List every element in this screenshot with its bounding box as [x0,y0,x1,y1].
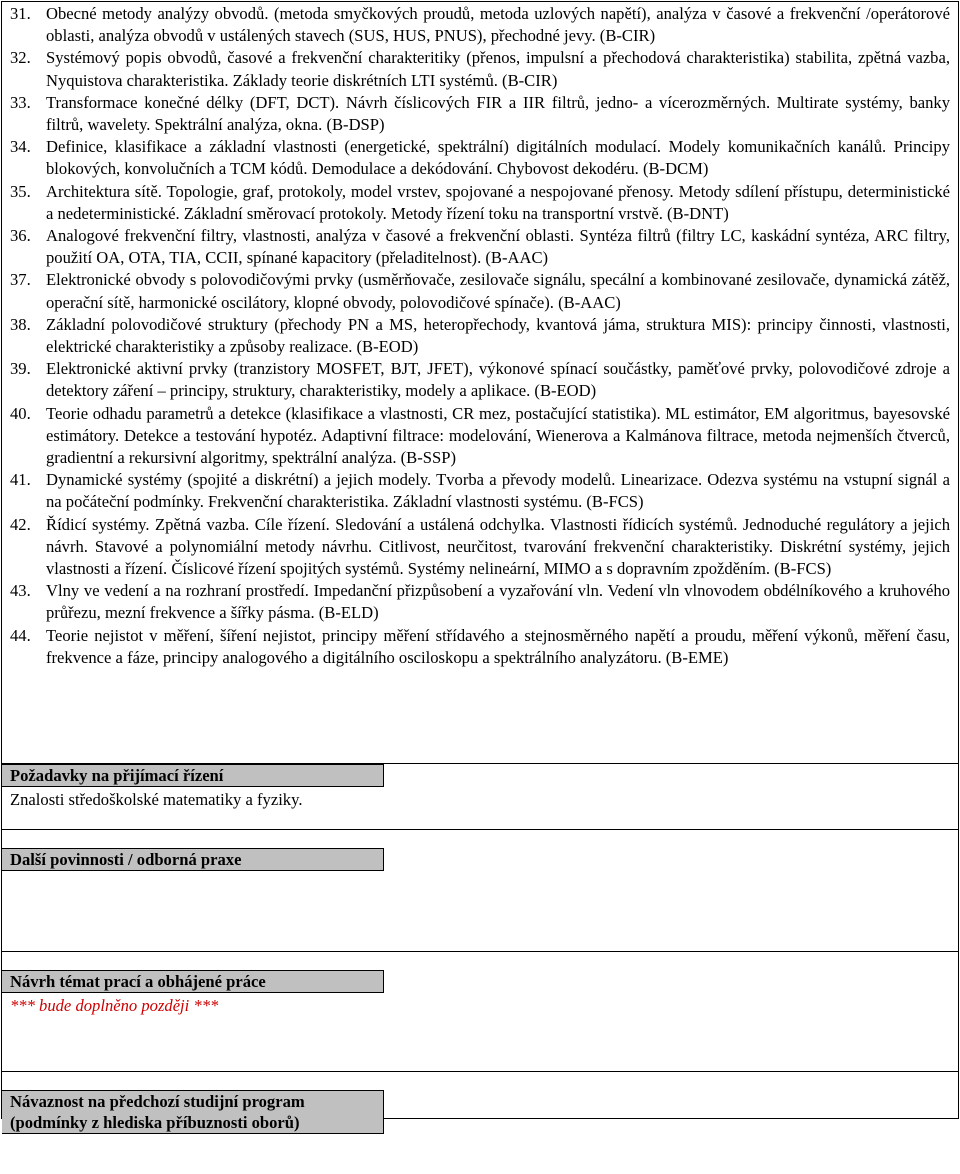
continuity-heading [2,1090,384,1134]
topic-number: 44. [10,625,31,645]
topic-text: Definice, klasifikace a základní vlastnosti (energetické, spektrální) digitálních modulací. Modely komunikačních kanálů. Principy blokových, konvolučních a TCM kódů. Demodulace a dekódování. Chybovost dekodéru. (B-DCM) [46,137,950,179]
topic-item [10,3,950,47]
topic-number: 37. [10,270,31,290]
requirements-heading: Požadavky na přijímací řízení [2,764,384,787]
topic-list [2,2,958,764]
obligations-heading: Další povinnosti / odborná praxe [2,848,384,871]
topic-number: 34. [10,137,31,157]
topic-text: Vlny ve vedení a na rozhraní prostředí. Impedanční přizpůsobení a vyzařování vln. Vedení vln vlnovodem obdélníkového a kruhového průřezu, mezní frekvence a šířky pásma. (B-ELD) [46,581,950,623]
document-page [1,1,959,1132]
topic-text: Teorie odhadu parametrů a detekce (klasifikace a vlastnosti, CR mez, postačující statistika). ML estimátor, EM algoritmus, bayesovské estimátory. Detekce a testování hypotéz. Adaptivní filtrace: modelování, Wienerova a Kalmánova filtrace, metoda nejmenších čtverců, gradientní a rekursivní algoritmy, spektrální analýza. (B-SSP) [46,403,950,468]
obligations-section [2,848,958,952]
thesis-heading: Návrh témat prací a obhájené práce [2,970,384,993]
topic-number: 31. [10,4,31,23]
topic-item [10,47,950,91]
continuity-heading-line1: Návaznost na předchozí studijní program [10,1092,305,1111]
topic-text: Systémový popis obvodů, časové a frekvenční charakteritiky (přenos, impulsní a přechodová charakteristika) stabilita, zpětná vazba, Nyquistova charakteristika. Základy teorie diskrétních LTI systémů. (B-CIR) [46,48,950,90]
topic-number: 36. [10,226,31,246]
topic-number: 32. [10,48,31,68]
topic-number: 39. [10,359,31,379]
thesis-section [2,970,958,1072]
topic-number: 38. [10,314,31,334]
continuity-section [2,1090,958,1174]
topic-text: Elektronické obvody s polovodičovými prvky (usměrňovače, zesilovače signálu, specální a kombinované zesilovače, dynamická zátěž, operační sítě, harmonické oscilátory, klopné obvody, polovodičové spínače). (B-AAC) [46,270,950,312]
topic-number: 33. [10,92,31,112]
topic-text: Elektronické aktivní prvky (tranzistory MOSFET, BJT, JFET), výkonové spínací součástky, paměťové prvky, polovodičové zdroje a detektory záření – principy, struktury, charakteristiky, modely a aplikace. (B-EOD) [46,359,950,401]
requirements-body: Znalosti středoškolské matematiky a fyziky. [10,790,303,809]
topic-number: 42. [10,514,31,534]
topic-text: Transformace konečné délky (DFT, DCT). Návrh číslicových FIR a IIR filtrů, jedno- a vícerozměrných. Multirate systémy, banky filtrů, wavelety. Spektrální analýza, okna. (B-DSP) [46,92,950,135]
topic-text: Obecné metody analýzy obvodů. (metoda smyčkových proudů, metoda uzlových napětí), analýza v časové a frekvenční /operátorové oblasti, analýza obvodů v ustálených stavech (SUS, HUS, PNUS), přechodné jevy. (B-CIR) [46,4,950,46]
requirements-section [2,764,958,830]
topic-number: 41. [10,470,31,490]
topic-item [10,514,950,581]
topic-number: 43. [10,581,31,601]
topic-text: Analogové frekvenční filtry, vlastnosti, analýza v časové a frekvenční oblasti. Syntéza filtrů (filtry LC, kaskádní syntéza, ARC filtry, použití OA, OTA, TIA, CCII, spínané kapacitory (přeladitelnost). (B-AAC) [46,226,950,268]
thesis-placeholder: *** bude doplněno později *** [10,996,219,1015]
topic-item [10,225,950,269]
topic-item [10,580,950,624]
continuity-heading-line2: (podmínky z hlediska příbuznosti oborů) [10,1113,300,1132]
topic-item [10,358,950,402]
topic-number: 35. [10,181,31,201]
topic-text: Architektura sítě. Topologie, graf, protokoly, model vrstev, spojované a nespojované přenosy. Metody sdílení přístupu, deterministické a nedeterministické. Základní směrovací protokoly. Metody řízení toku na transportní vrstvě. (B-DNT) [46,181,950,223]
topic-number: 40. [10,403,31,423]
topic-text: Dynamické systémy (spojité a diskrétní) a jejich modely. Tvorba a převody modelů. Linearizace. Odezva systému na vstupní signál a na počáteční podmínky. Frekvenční charakteristika. Základní vlastnosti systému. (B-FCS) [46,470,950,512]
topic-text: Teorie nejistot v měření, šíření nejistot, principy měření střídavého a stejnosměrného napětí a proudu, měření výkonů, měření času, frekvence a fáze, principy analogového a digitálního osciloskopu a spektrálního analyzátoru. (B-EME) [46,625,950,667]
topic-item [10,269,950,313]
topic-item [10,403,950,470]
topic-item [10,136,950,180]
topic-item [10,625,950,669]
topic-text: Řídicí systémy. Zpětná vazba. Cíle řízení. Sledování a ustálená odchylka. Vlastnosti řídicích systémů. Jednoduché regulátory a jejich návrh. Stavové a polynomiální metody návrhu. Citlivost, neurčitost, tvarování frekvenční charakteristiky. Diskrétní systémy, jejich vlastnosti a řízení. Číslicové řízení spojitých systémů. Systémy nelineární, MIMO a s dopravním zpožděním. (B-FCS) [46,514,950,579]
topic-item [10,469,950,513]
topic-text: Základní polovodičové struktury (přechody PN a MS, heteropřechody, kvantová jáma, struktura MIS): principy činnosti, vlastnosti, elektrické charakteristiky a způsoby realizace. (B-EOD) [46,314,950,357]
topic-item [10,181,950,225]
topic-item [10,92,950,136]
topic-item [10,314,950,358]
obligations-body [2,871,958,873]
